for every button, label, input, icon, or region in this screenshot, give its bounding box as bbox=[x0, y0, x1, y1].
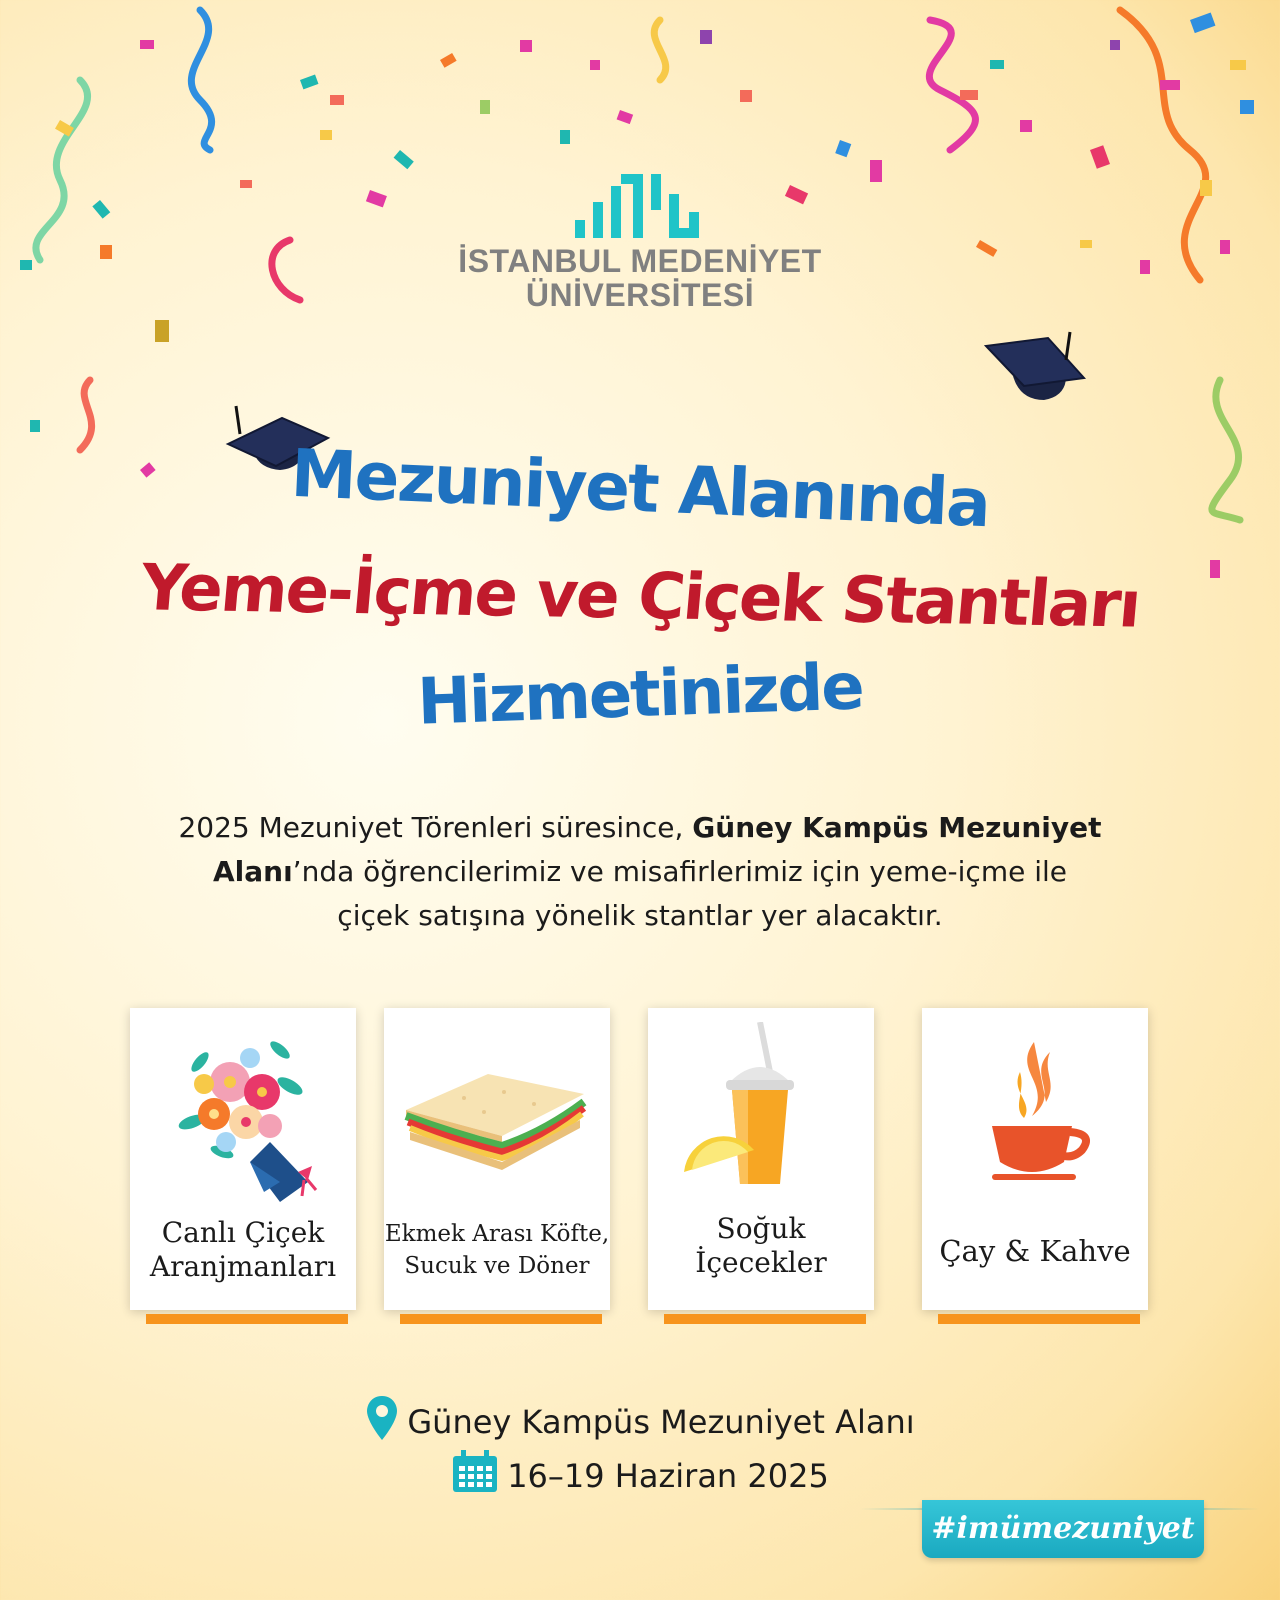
location-text: Güney Kampüs Mezuniyet Alanı bbox=[407, 1403, 915, 1441]
calendar-icon bbox=[451, 1450, 499, 1502]
card-label: Canlı Çiçek Aranjmanları bbox=[149, 1216, 337, 1283]
card-accent-bar bbox=[938, 1314, 1140, 1324]
map-pin-icon bbox=[365, 1394, 399, 1450]
card-sandwich bbox=[384, 1008, 610, 1310]
cold-drink-icon bbox=[648, 1022, 874, 1212]
card-label: Ekmek Arası Köfte, Sucuk ve Döner bbox=[384, 1221, 610, 1279]
card-accent-bar bbox=[664, 1314, 866, 1324]
graduation-cap-icon bbox=[984, 330, 1094, 410]
date-text: 16–19 Haziran 2025 bbox=[507, 1457, 829, 1495]
location-row bbox=[0, 1394, 1280, 1450]
card-label: Çay & Kahve bbox=[939, 1234, 1131, 1268]
tea-cup-icon bbox=[922, 1022, 1148, 1212]
card-accent-bar bbox=[400, 1314, 602, 1324]
headline-line-1: Mezuniyet Alanında bbox=[289, 434, 991, 543]
headline-line-3: Hizmetinizde bbox=[416, 650, 864, 740]
flower-bouquet-icon bbox=[130, 1022, 356, 1212]
university-logo bbox=[0, 172, 1280, 312]
logo-line-2: ÜNİVERSİTESİ bbox=[525, 277, 755, 313]
headline-line-2: Yeme-İçme ve Çiçek Stantları bbox=[137, 551, 1143, 643]
sandwich-icon bbox=[384, 1022, 610, 1212]
card-cold-drinks bbox=[648, 1008, 874, 1310]
building-bars-logo-icon bbox=[573, 172, 707, 238]
logo-line-1: İSTANBUL MEDENİYET bbox=[458, 243, 822, 279]
card-accent-bar bbox=[146, 1314, 348, 1324]
hashtag-badge: #imümezuniyet bbox=[922, 1500, 1204, 1558]
card-flowers bbox=[130, 1008, 356, 1310]
headline bbox=[0, 430, 1280, 760]
card-label: Soğuk İçecekler bbox=[695, 1212, 827, 1279]
intro-paragraph: 2025 Mezuniyet Törenleri süresince, Güney Kampüs Mezuniyet Alanı’nda öğrencilerimiz ve misafirlerimiz için yeme-içme ile çiçek satışına yönelik stantlar yer alacaktır. bbox=[178, 811, 1102, 932]
date-row bbox=[0, 1450, 1280, 1502]
card-tea-coffee bbox=[922, 1008, 1148, 1310]
